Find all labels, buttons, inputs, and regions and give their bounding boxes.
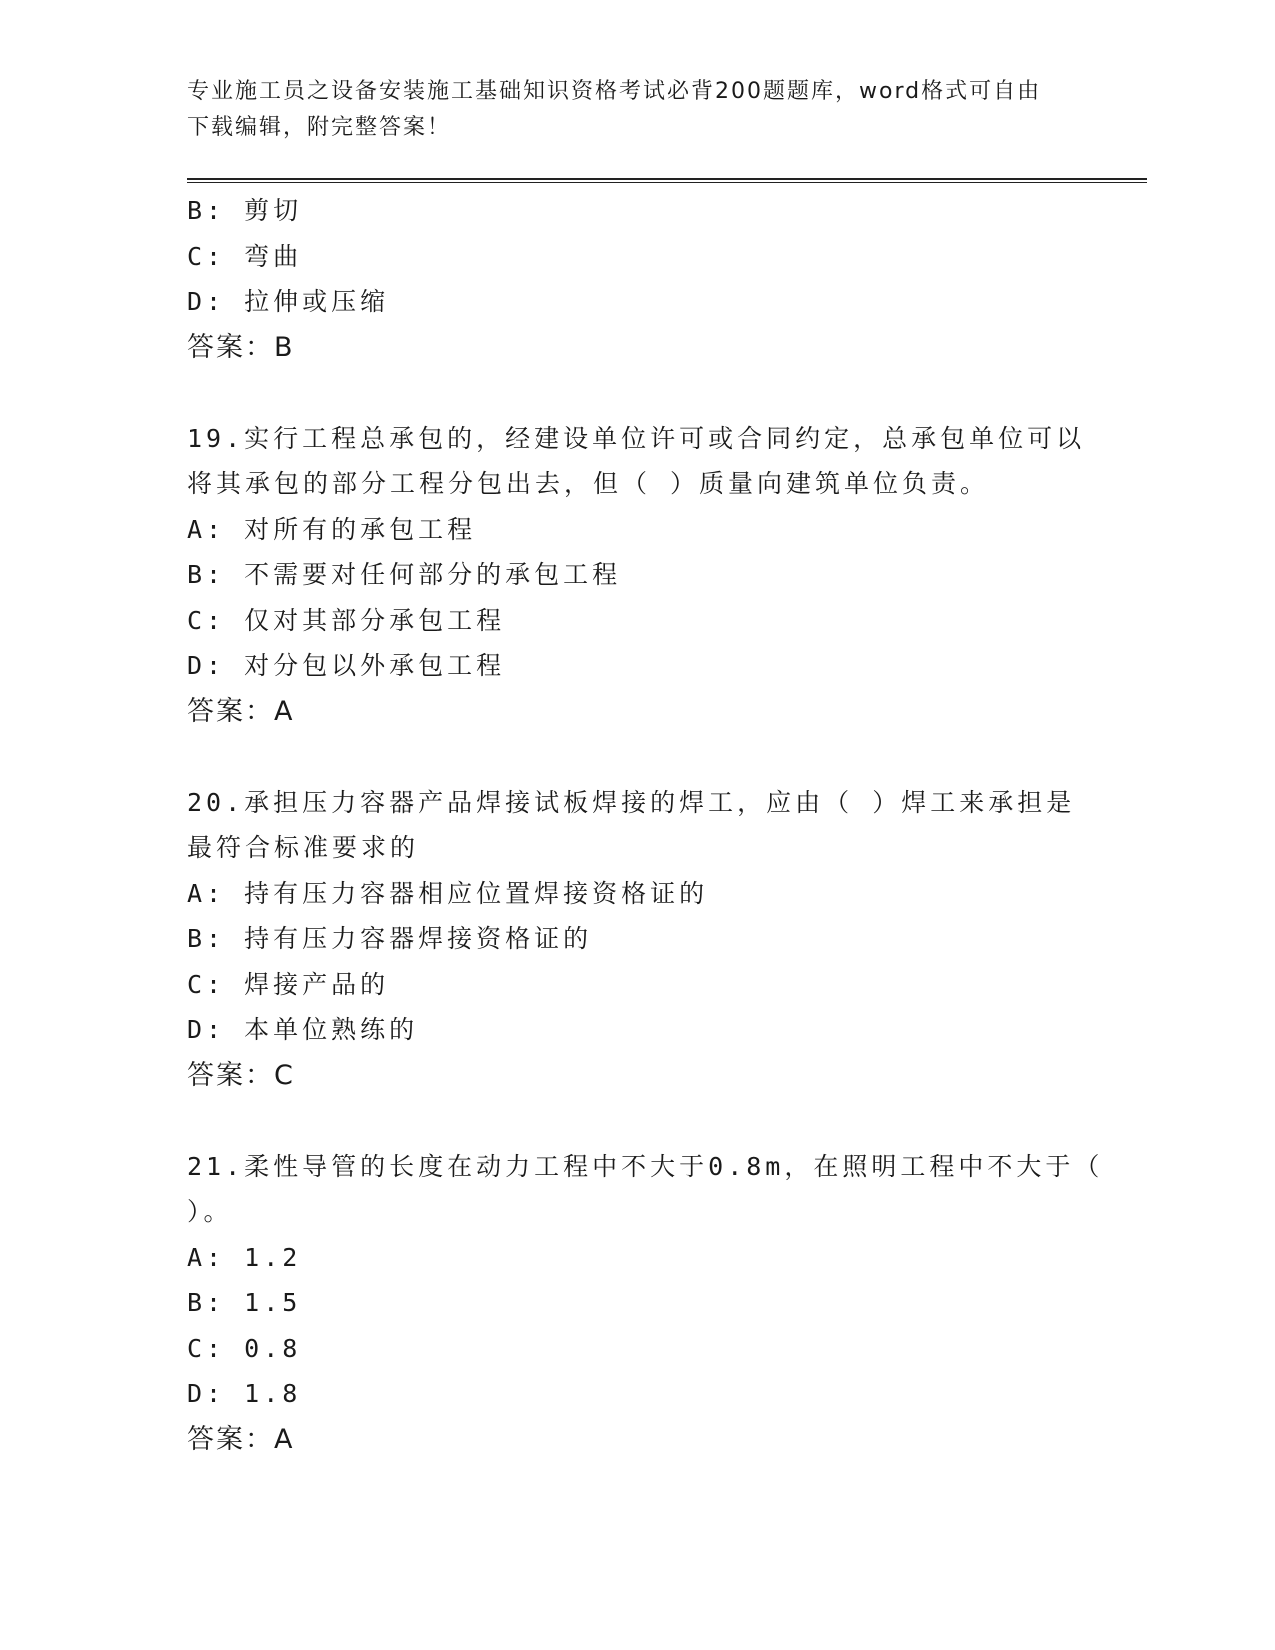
option-a: A: 对所有的承包工程: [187, 514, 477, 544]
header-line-1: 专业施工员之设备安装施工基础知识资格考试必背200题题库，word格式可自由: [187, 79, 1042, 104]
option-d: D: 对分包以外承包工程: [187, 651, 506, 680]
answer-line: 答案：A: [187, 1423, 295, 1455]
question-text-line: 20.承担压力容器产品焊接试板焊接的焊工，应由（ ）焊工来承担是: [187, 787, 1076, 817]
question-block-19: [187, 416, 1087, 735]
question-block-20: [187, 780, 1087, 1099]
header-rule-thin: [187, 182, 1147, 183]
option-d: D: 本单位熟练的: [187, 1015, 419, 1044]
spacer: [187, 370, 1087, 416]
question-text-line: 将其承包的部分工程分包出去，但（ ）质量向建筑单位负责。: [187, 469, 990, 498]
question-block-18: [187, 188, 1087, 370]
question-text-line: 最符合标准要求的: [187, 833, 420, 862]
option-b: B: 剪切: [187, 196, 303, 225]
option-a: A: 持有压力容器相应位置焊接资格证的: [187, 878, 709, 908]
option-b: B: 1.5: [187, 1288, 302, 1317]
option-b: B: 不需要对任何部分的承包工程: [187, 560, 622, 589]
header-line-2: 下载编辑，附完整答案！: [187, 115, 452, 140]
option-d: D: 拉伸或压缩: [187, 287, 390, 316]
question-text-line: 21.柔性导管的长度在动力工程中不大于0.8m，在照明工程中不大于（: [187, 1151, 1104, 1181]
header-rule-thick: [187, 178, 1147, 180]
option-c: C: 焊接产品的: [187, 969, 390, 999]
option-c: C: 弯曲: [187, 241, 303, 271]
option-a: A: 1.2: [187, 1242, 302, 1272]
option-c: C: 0.8: [187, 1333, 302, 1363]
question-text-line: 19.实行工程总承包的，经建设单位许可或合同约定，总承包单位可以: [187, 423, 1086, 453]
option-d: D: 1.8: [187, 1379, 302, 1408]
spacer: [187, 1098, 1087, 1144]
spacer: [187, 734, 1087, 780]
option-b: B: 持有压力容器焊接资格证的: [187, 924, 593, 953]
document-header: [187, 74, 1067, 146]
document-body: [187, 188, 1104, 1462]
question-text-line: ）。: [187, 1197, 233, 1226]
answer-line: 答案：B: [187, 331, 295, 363]
answer-line: 答案：A: [187, 695, 295, 727]
question-block-21: [187, 1144, 1104, 1463]
option-c: C: 仅对其部分承包工程: [187, 605, 506, 635]
answer-line: 答案：C: [187, 1059, 295, 1091]
